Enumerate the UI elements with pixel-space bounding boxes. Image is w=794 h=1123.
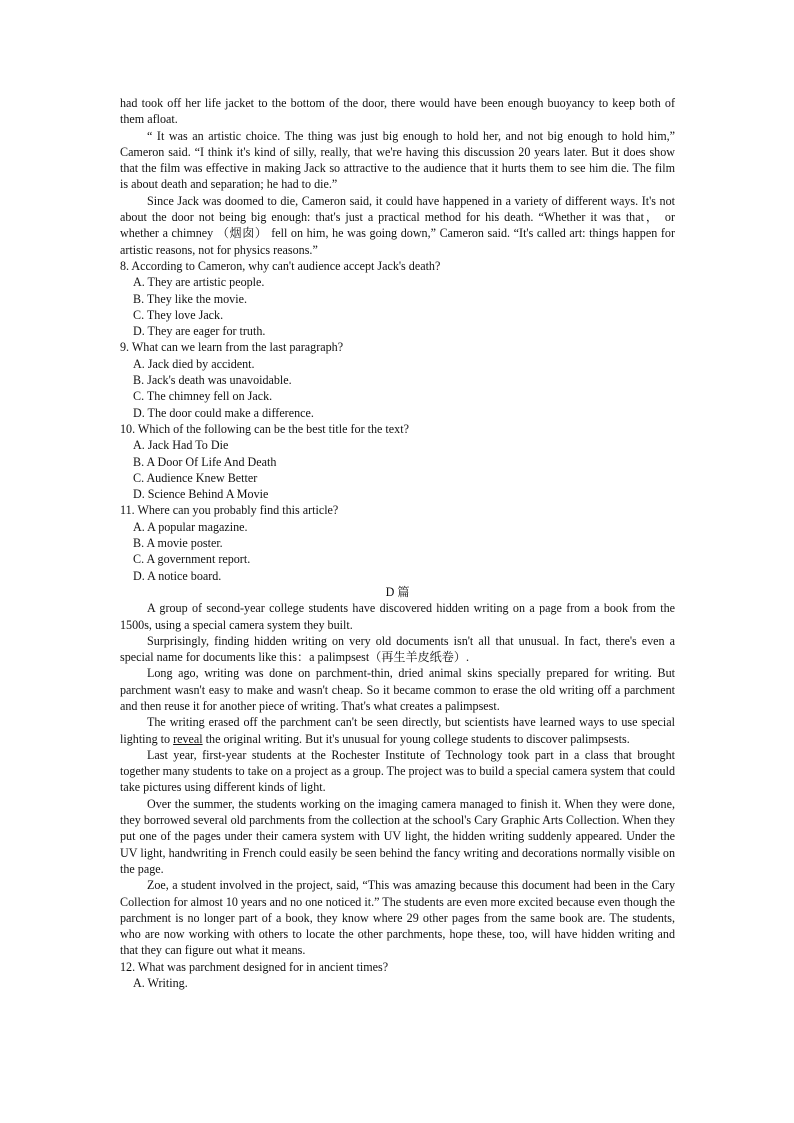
text-segment: The writing erased off the parchment can't be seen directly, but scientists have learned ways to use special lighting to	[120, 715, 675, 746]
paragraph: Long ago, writing was done on parchment-thin, dried animal skins specially prepared for writing. But parchment wasn't easy to make and wasn't cheap. So it became common to erase the old writing off a parchment and then reuse it for another piece of writing. That's what creates a palimpsest.	[120, 666, 675, 713]
exam-page	[120, 95, 675, 991]
question-stem: 11. Where can you probably find this article?	[120, 503, 339, 518]
question-11	[120, 502, 675, 583]
question-stem: 8. According to Cameron, why can't audience accept Jack's death?	[120, 258, 441, 273]
option-d: D. The door could make a difference.	[133, 405, 314, 420]
paragraph: Zoe, a student involved in the project, said, “This was amazing because this document had been in the Cary Collection for almost 10 years and no one noticed it.” The students are even more excited because even though the parchment is no longer part of a book, they know where 29 other pages from the same book are. The students, who are now working with others to locate the other parchments, hope these, too, will have hidden writing and that they can figure out what it means.	[120, 878, 675, 958]
paragraph: Surprisingly, finding hidden writing on very old documents isn't all that unusual. In fact, there's even a special name for documents like this：a palimpsest（再生羊皮纸卷）.	[120, 633, 675, 665]
section-heading: D 篇	[385, 584, 410, 599]
question-12	[120, 959, 675, 992]
question-stem: 9. What can we learn from the last paragraph?	[120, 340, 344, 355]
option-c: C. They love Jack.	[133, 307, 224, 322]
option-d: D. They are eager for truth.	[133, 324, 266, 339]
option-c: C. A government report.	[133, 552, 251, 567]
paragraph: Over the summer, the students working on the imaging camera managed to finish it. When they were done, they borrowed several old parchments from the collection at the school's Cary Graphic Arts Collection. When they put one of the pages under their camera system with UV light, the hidden writing suddenly appeared. Under the UV light, handwriting in French could easily be seen behind the fancy writing and decorations normally visible on the page.	[120, 796, 675, 876]
underlined-word: reveal	[173, 731, 203, 746]
option-d: D. Science Behind A Movie	[133, 487, 269, 502]
text-segment: the original writing. But it's unusual for young college students to discover palimpsests.	[202, 731, 630, 746]
question-stem: 12. What was parchment designed for in ancient times?	[120, 959, 389, 974]
paragraph: Last year, first-year students at the Rochester Institute of Technology took part in a class that brought together many students to take on a project as a group. The project was to build a special camera system that could take pictures using different kinds of light.	[120, 747, 675, 795]
question-stem: 10. Which of the following can be the best title for the text?	[120, 421, 409, 436]
option-c: C. The chimney fell on Jack.	[133, 389, 273, 404]
option-c: C. Audience Knew Better	[133, 470, 258, 485]
question-9	[120, 339, 675, 420]
option-d: D. A notice board.	[133, 568, 222, 583]
option-b: B. A movie poster.	[133, 536, 223, 551]
option-a: A. Writing.	[133, 976, 188, 991]
option-a: A. Jack Had To Die	[133, 438, 229, 453]
paragraph: A group of second-year college students have discovered hidden writing on a page from a book from the 1500s, using a special camera system they built.	[120, 601, 675, 632]
paragraph: had took off her life jacket to the bottom of the door, there would have been enough buoyancy to keep both of them afloat.	[120, 96, 675, 127]
paragraph	[120, 714, 675, 747]
question-8	[120, 258, 675, 339]
option-b: B. Jack's death was unavoidable.	[133, 373, 292, 388]
question-10	[120, 421, 675, 502]
option-a: A. Jack died by accident.	[133, 356, 255, 371]
option-b: B. They like the movie.	[133, 291, 247, 306]
option-b: B. A Door Of Life And Death	[133, 454, 277, 469]
option-a: A. A popular magazine.	[133, 519, 248, 534]
paragraph: “ It was an artistic choice. The thing was just big enough to hold her, and not big enough to hold him,” Cameron said. “I think it's kind of silly, really, that we're having this discussion 20 years later. But it does show that the film was effective in making Jack so attractive to the audience that it hurts them to see him die. The film is about death and separation; he had to die.”	[120, 128, 675, 192]
paragraph: Since Jack was doomed to die, Cameron said, it could have happened in a variety of different ways. It's not about the door not being big enough: that's just a practical method for his death. “Whether it was that， or whether a chimney （烟囱） fell on him, he was going down,” Cameron said. “It's called art: things happen for artistic reasons, not for physics reasons.”	[120, 193, 675, 257]
option-a: A. They are artistic people.	[133, 275, 265, 290]
